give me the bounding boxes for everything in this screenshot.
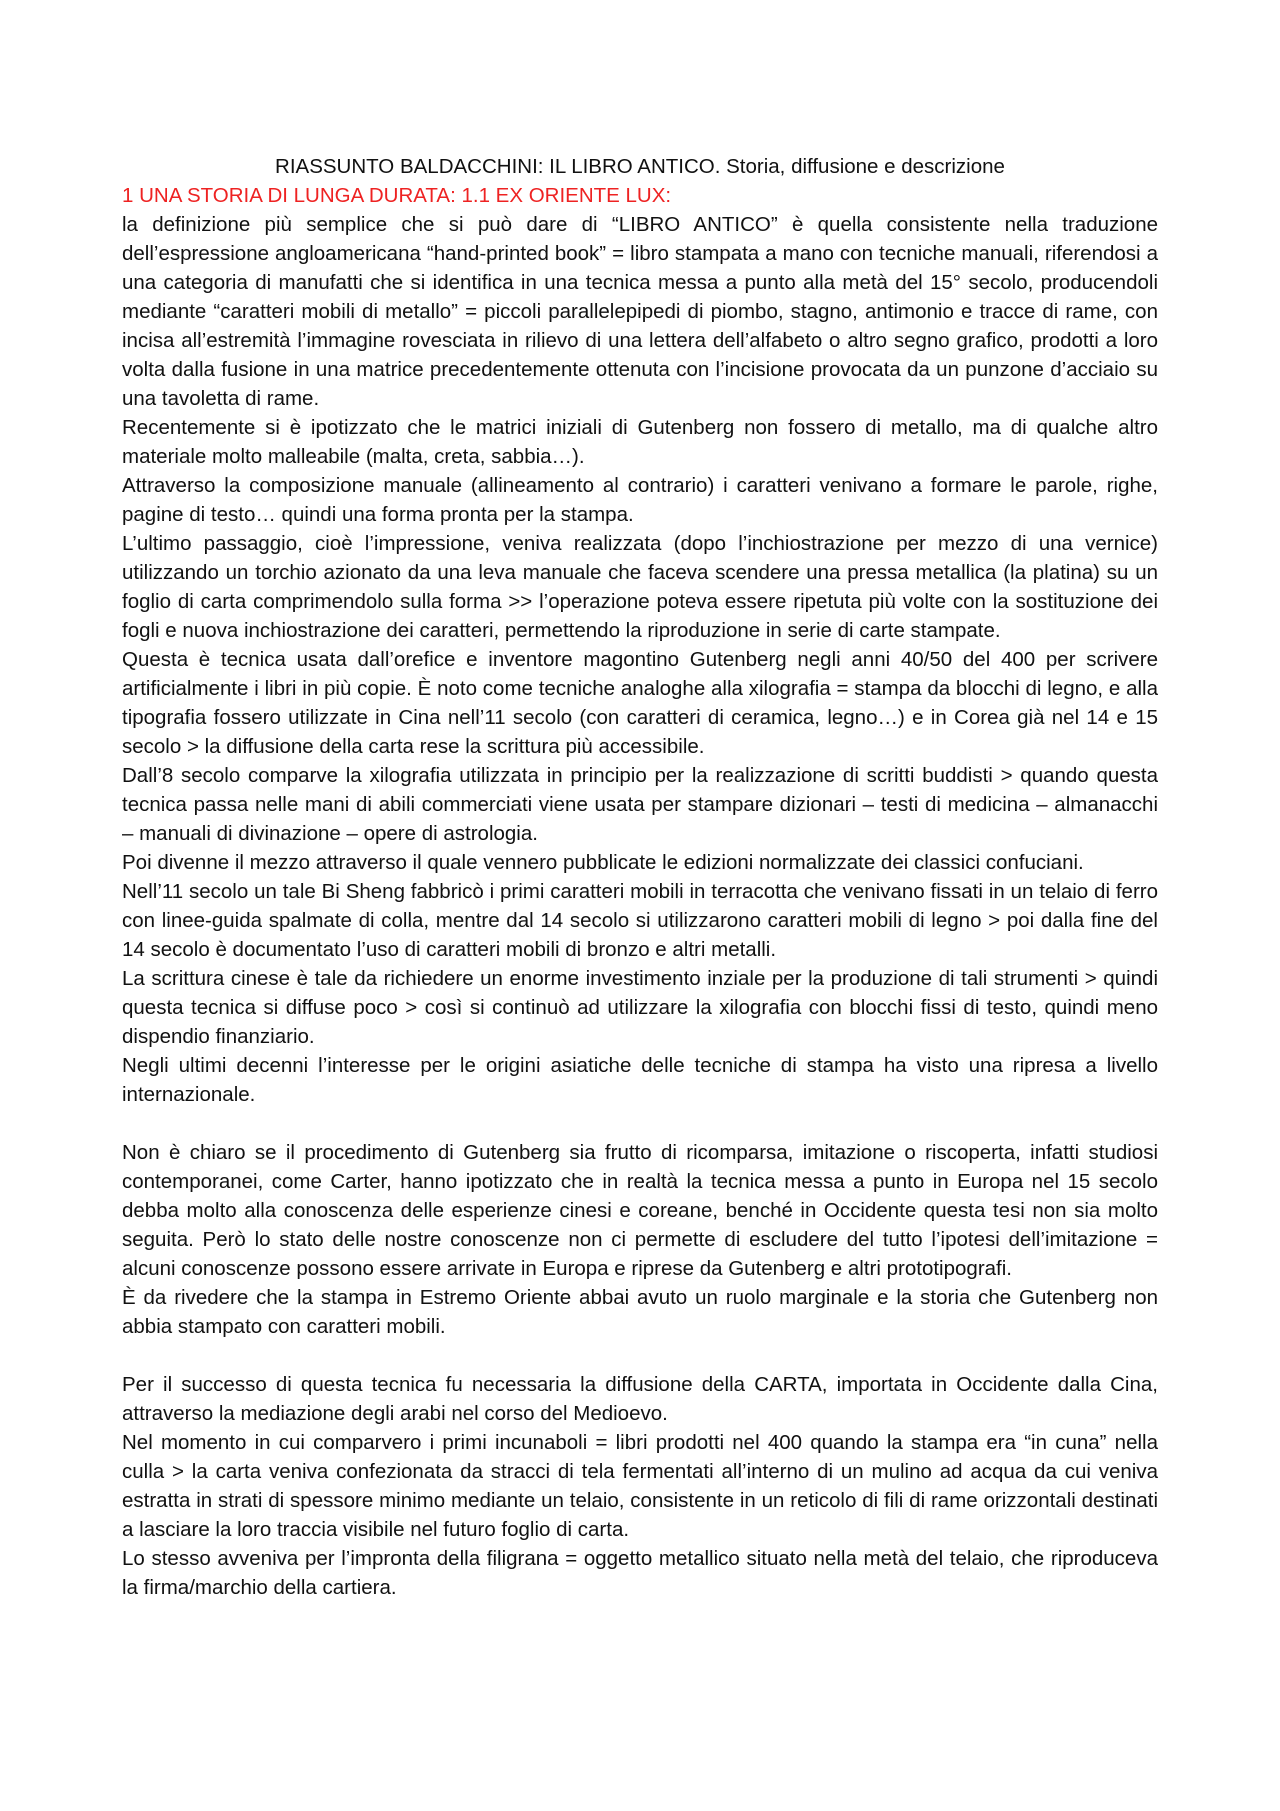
paragraph: Dall’8 secolo comparve la xilografia utilizzata in principio per la realizzazione di scritti buddisti > quando questa tecnica passa nelle mani di abili commerciati viene usata per stampare dizionari – testi di medicina – almanacchi – manuali di divinazione – opere di astrologia. <box>122 764 1158 845</box>
paragraph: La scrittura cinese è tale da richiedere un enorme investimento inziale per la produzione di tali strumenti > quindi questa tecnica si diffuse poco > così si continuò ad utilizzare la xilografia con blocchi fissi di testo, quindi meno dispendio finanziario. <box>122 967 1158 1048</box>
paragraph: Lo stesso avveniva per l’impronta della filigrana = oggetto metallico situato nella metà del telaio, che riproduceva la firma/marchio della cartiera. <box>122 1547 1158 1599</box>
section-heading: 1 UNA STORIA DI LUNGA DURATA: 1.1 EX ORIENTE LUX: <box>122 184 672 207</box>
paragraph: È da rivedere che la stampa in Estremo Oriente abbai avuto un ruolo marginale e la storia che Gutenberg non abbia stampato con caratteri mobili. <box>122 1286 1158 1338</box>
document-body <box>122 152 1158 1602</box>
document-title: RIASSUNTO BALDACCHINI: IL LIBRO ANTICO. Storia, diffusione e descrizione <box>275 155 1005 178</box>
paragraph: Non è chiaro se il procedimento di Gutenberg sia frutto di ricomparsa, imitazione o riscoperta, infatti studiosi contemporanei, come Carter, hanno ipotizzato che in realtà la tecnica messa a punto in Europa nel 15 secolo debba molto alla conoscenza delle esperienze cinesi e coreane, benché in Occidente questa tesi non sia molto seguita. Però lo stato delle nostre conoscenze non ci permette di escludere del tutto l’ipotesi dell’imitazione = alcuni conoscenze possono essere arrivate in Europa e riprese da Gutenberg e altri prototipografi. <box>122 1141 1158 1280</box>
paragraph: Questa è tecnica usata dall’orefice e inventore magontino Gutenberg negli anni 40/50 del 400 per scrivere artificialmente i libri in più copie. È noto come tecniche analoghe alla xilografia = stampa da blocchi di legno, e alla tipografia fossero utilizzate in Cina nell’11 secolo (con caratteri di ceramica, legno…) e in Corea già nel 14 e 15 secolo > la diffusione della carta rese la scrittura più accessibile. <box>122 648 1158 758</box>
paragraph: L’ultimo passaggio, cioè l’impressione, veniva realizzata (dopo l’inchiostrazione per mezzo di una vernice) utilizzando un torchio azionato da una leva manuale che faceva scendere una pressa metallica (la platina) su un foglio di carta comprimendolo sulla forma >> l’operazione poteva essere ripetuta più volte con la sostituzione dei fogli e nuova inchiostrazione dei caratteri, permettendo la riproduzione in serie di carte stampate. <box>122 532 1158 642</box>
paragraph: Negli ultimi decenni l’interesse per le origini asiatiche delle tecniche di stampa ha visto una ripresa a livello internazionale. <box>122 1054 1158 1106</box>
paragraph-spacer <box>122 1341 1158 1370</box>
paragraph: Nel momento in cui comparvero i primi incunaboli = libri prodotti nel 400 quando la stampa era “in cuna” nella culla > la carta veniva confezionata da stracci di tela fermentati all’interno di un mulino ad acqua da cui veniva estratta in strati di spessore minimo mediante un telaio, consistente in un reticolo di fili di rame orizzontali destinati a lasciare la loro traccia visibile nel futuro foglio di carta. <box>122 1431 1158 1541</box>
paragraph-spacer <box>122 1109 1158 1138</box>
paragraph: Per il successo di questa tecnica fu necessaria la diffusione della CARTA, importata in Occidente dalla Cina, attraverso la mediazione degli arabi nel corso del Medioevo. <box>122 1373 1158 1425</box>
paragraph: la definizione più semplice che si può dare di “LIBRO ANTICO” è quella consistente nella traduzione dell’espressione angloamericana “hand-printed book” = libro stampata a mano con tecniche manuali, riferendosi a una categoria di manufatti che si identifica in una tecnica messa a punto alla metà del 15° secolo, producendoli mediante “caratteri mobili di metallo” = piccoli parallelepipedi di piombo, stagno, antimonio e tracce di rame, con incisa all’estremità l’immagine rovesciata in rilievo di una lettera dell’alfabeto o altro segno grafico, prodotti a loro volta dalla fusione in una matrice precedentemente ottenuta con l’incisione provocata da un punzone d’acciaio su una tavoletta di rame. <box>122 213 1158 410</box>
paragraph: Nell’11 secolo un tale Bi Sheng fabbricò i primi caratteri mobili in terracotta che venivano fissati in un telaio di ferro con linee-guida spalmate di colla, mentre dal 14 secolo si utilizzarono caratteri mobili di legno > poi dalla fine del 14 secolo è documentato l’uso di caratteri mobili di bronzo e altri metalli. <box>122 880 1158 961</box>
paragraph: Recentemente si è ipotizzato che le matrici iniziali di Gutenberg non fossero di metallo, ma di qualche altro materiale molto malleabile (malta, creta, sabbia…). <box>122 416 1158 468</box>
paragraph: Attraverso la composizione manuale (allineamento al contrario) i caratteri venivano a formare le parole, righe, pagine di testo… quindi una forma pronta per la stampa. <box>122 474 1158 526</box>
paragraph: Poi divenne il mezzo attraverso il quale vennero pubblicate le edizioni normalizzate dei classici confuciani. <box>122 851 1084 874</box>
